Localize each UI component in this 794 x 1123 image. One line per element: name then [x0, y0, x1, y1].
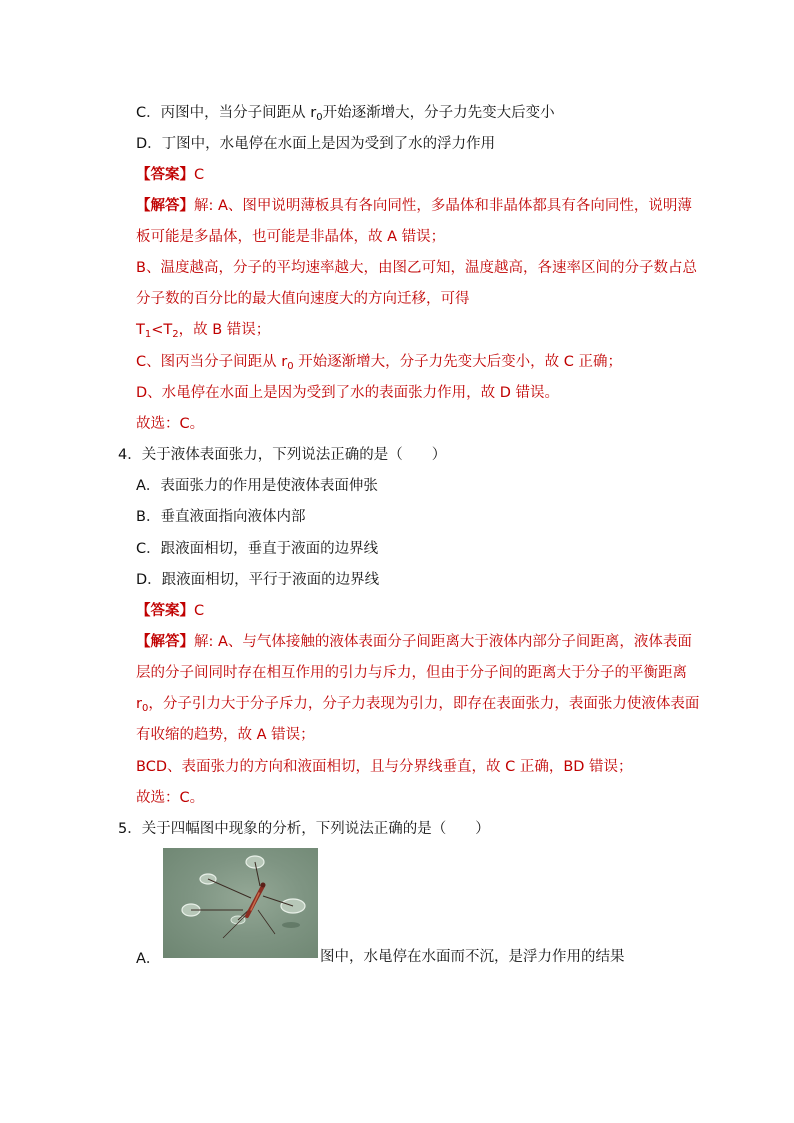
q3-choose: 故选：C。	[136, 416, 205, 432]
question-4: 4．关于液体表面张力，下列说法正确的是（ ）	[118, 447, 447, 463]
q3-answer: 【答案】C	[136, 167, 205, 183]
water-strider-icon	[163, 848, 318, 958]
analysis-tag: 【解答】	[136, 634, 194, 650]
q5-option-a-text: 图中，水黾停在水面而不沉，是浮力作用的结果	[320, 949, 625, 965]
answer-tag: 【答案】	[136, 603, 194, 619]
q4-option-d: D．跟液面相切，平行于液面的边界线	[136, 572, 380, 588]
q4-option-a: A．表面张力的作用是使液体表面伸张	[136, 478, 378, 494]
q3-analysis-line-3: B、温度越高，分子的平均速率越大，由图乙可知，温度越高，各速率区间的分子数占总	[136, 260, 697, 276]
q3-analysis-line-1: 【解答】解: A、图甲说明薄板具有各向同性，多晶体和非晶体都具有各向同性，说明薄	[136, 198, 692, 214]
q3-analysis-line-7: D、水黾停在水面上是因为受到了水的表面张力作用，故 D 错误。	[136, 385, 560, 401]
q4-option-b: B．垂直液面指向液体内部	[136, 509, 306, 525]
q3-analysis-line-5: $T_1<T_2$，故 B 错误；	[136, 322, 271, 340]
option-c-previous: C．丙图中，当分子间距从 $r_0$开始逐渐增大，分子力先变大后变小	[136, 105, 555, 123]
q3-analysis-line-6: C、图丙当分子间距从 $r_0$ 开始逐渐增大，分子力先变大后变小，故 C 正确；	[136, 354, 623, 372]
q4-option-c: C．跟液面相切，垂直于液面的边界线	[136, 541, 379, 557]
water-strider-photo	[163, 848, 318, 958]
q4-analysis-line-5: BCD、表面张力的方向和液面相切，且与分界线垂直，故 C 正确，BD 错误；	[136, 759, 633, 775]
q4-answer: 【答案】C	[136, 603, 205, 619]
q4-choose: 故选：C。	[136, 790, 205, 806]
option-d-previous: D．丁图中，水黾停在水面上是因为受到了水的浮力作用	[136, 136, 496, 152]
q4-analysis-line-1: 【解答】解: A、与气体接触的液体表面分子间距离大于液体内部分子间距离，液体表面	[136, 634, 692, 650]
q4-analysis-line-4: 有收缩的趋势，故 A 错误；	[136, 727, 315, 743]
q3-analysis-line-4: 分子数的百分比的最大值向速度大的方向迁移，可得	[136, 291, 470, 307]
q4-analysis-line-3: $r_0$，分子引力大于分子斥力，分子力表现为引力，即存在表面张力，表面张力使液体表面	[136, 696, 700, 714]
q4-analysis-line-2: 层的分子间同时存在相互作用的引力与斥力，但由于分子间的距离大于分子的平衡距离	[136, 665, 687, 681]
q5-option-a-label: A．	[136, 951, 161, 967]
answer-tag: 【答案】	[136, 167, 194, 183]
q3-analysis-line-2: 板可能是多晶体，也可能是非晶体，故 A 错误；	[136, 229, 446, 245]
question-5: 5．关于四幅图中现象的分析，下列说法正确的是（ ）	[118, 821, 490, 837]
analysis-tag: 【解答】	[136, 198, 194, 214]
